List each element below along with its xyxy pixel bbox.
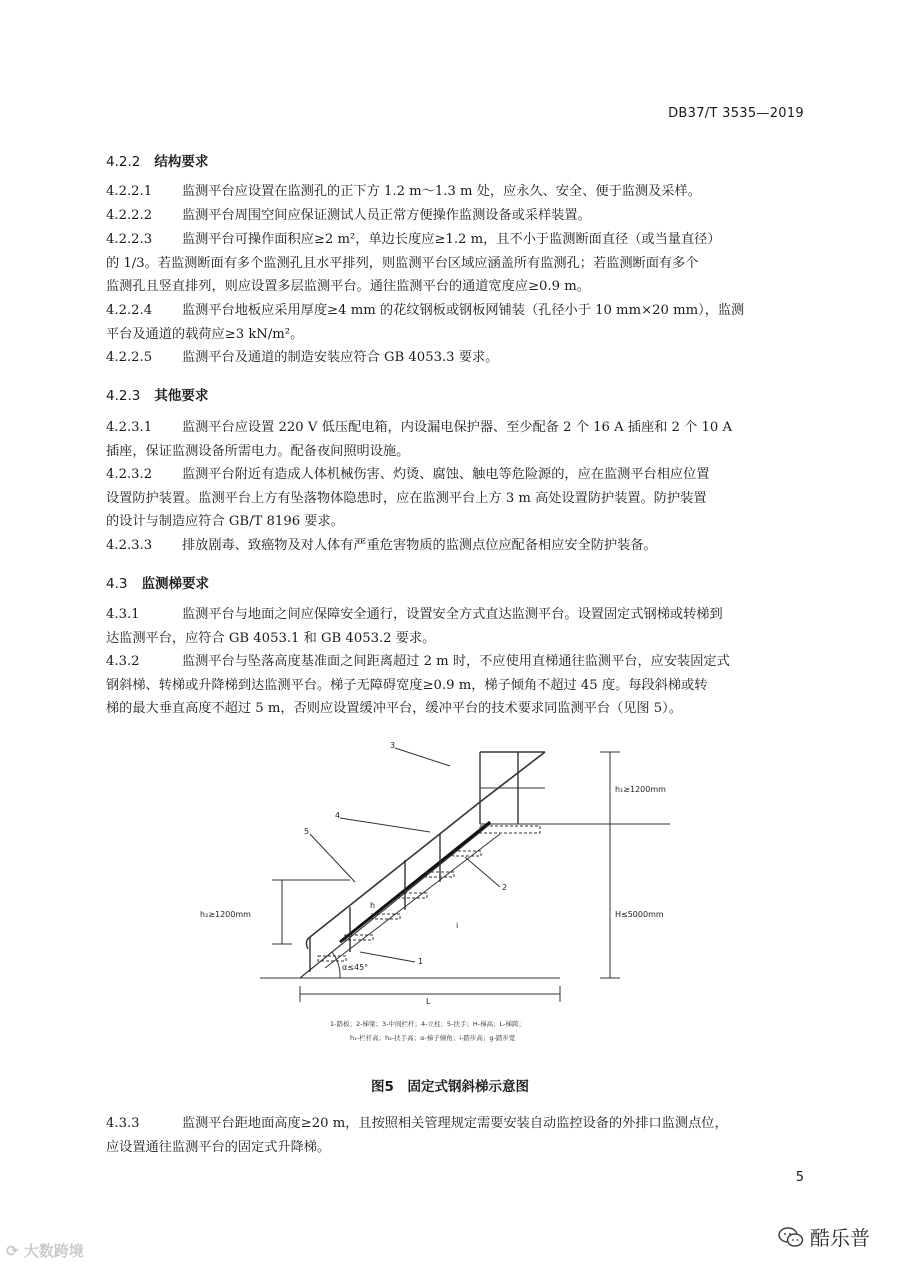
section-heading-4-3 [106,572,209,592]
clause-number: 4.2.2.3 [106,232,153,247]
clause-number: 4.2.3.2 [106,467,153,482]
label-1: 1 [418,957,424,966]
section-heading-4-2-3 [106,384,208,404]
label-i: i [456,921,459,930]
section-title: 结构要求 [154,154,209,170]
section-title: 监测梯要求 [141,576,209,592]
clause-number: 4.2.3.3 [106,538,153,553]
watermark-right-text: 酷乐普 [810,1226,870,1250]
clause-text-line: 钢斜梯、转梯或升降梯到达监测平台。梯子无障碍宽度≥0.9 m，梯子倾角不超过 45 度。每段斜梯或转 [106,677,708,693]
watermark-right [778,1222,870,1251]
clause-text: 监测平台可操作面积应≥2 m²，单边长度应≥1.2 m，且不小于监测断面直径（或当量直径） [182,232,721,247]
clause-number: 4.2.2.2 [106,208,153,223]
clause-text: 排放剧毒、致癌物及对人体有严重危害物质的监测点位应配备相应安全防护装备。 [182,538,657,553]
middle-rail [340,822,490,942]
label-L: L [426,997,431,1006]
clause-text-line: 监测孔且竖直排列，则应设置多层监测平台。通往监测平台的通道宽度应≥0.9 m。 [106,279,590,294]
clause-text-line: 设置防护装置。监测平台上方有坠落物体隐患时，应在监测平台上方 3 m 高处设置防护装置。防护装置 [106,490,707,506]
label-angle: α≤45° [342,963,369,972]
paragraph-4-2-3-2 [106,463,812,534]
clause-text: 监测平台应设置在监测孔的正下方 1.2 m～1.3 m 处，应永久、安全、便于监测及采样。 [182,184,701,199]
stair-diagram-svg [200,742,700,1052]
section-number: 4.2.3 [106,388,141,404]
label-2: 2 [502,883,508,892]
clause-text: 监测平台距地面高度≥20 m，且按照相关管理规定需要安装自动监控设备的外排口监测点位， [182,1116,728,1131]
platform-grating [480,826,540,833]
section-heading-4-2-2 [106,150,208,170]
label-4: 4 [335,811,341,820]
paragraph-4-3-1 [106,603,812,650]
paragraph-4-3-2 [106,650,812,721]
legend-line-1: 1-踏板；2-梯梁；3-中间栏杆；4-立柱；5-扶手；H-梯高；L-梯跨； [330,1020,525,1028]
standard-code: DB37/T 3535—2019 [668,106,804,121]
clause-text-line: 的 1/3。若监测断面有多个监测孔且水平排列，则监测平台区域应涵盖所有监测孔；若监测断面有多个 [106,255,699,271]
clause-text: 监测平台与坠落高度基准面之间距离超过 2 m 时，不应使用直梯通往监测平台，应安装固定式 [182,654,730,669]
clause-text: 监测平台地板应采用厚度≥4 mm 的花纹钢板或钢板网铺装（孔径小于 10 mm×20 mm），监测 [182,303,745,318]
label-h: h [370,901,376,910]
paragraph-4-2-3-3 [106,534,812,558]
watermark-left-text: 大数跨境 [23,1242,84,1260]
wechat-icon [778,1226,804,1248]
handrail [310,752,545,937]
section-number: 4.3 [106,576,128,592]
paragraph-4-2-2-2 [106,204,812,228]
page-number: 5 [795,1170,804,1185]
paragraph-4-2-2-4 [106,299,812,346]
clause-text-line: 平台及通道的载荷应≥3 kN/m²。 [106,326,304,342]
clause-text-line: 梯的最大垂直高度不超过 5 m，否则应设置缓冲平台，缓冲平台的技术要求同监测平台（见图 5）。 [106,701,682,716]
clause-text: 监测平台附近有造成人体机械伤害、灼烫、腐蚀、触电等危险源的，应在监测平台相应位置 [182,467,710,482]
clause-number: 4.3.2 [106,654,140,669]
stringer-upper [325,834,500,968]
clause-number: 4.2.3.1 [106,420,153,435]
paragraph-4-2-2-3 [106,228,812,299]
clause-number: 4.3.1 [106,607,140,622]
clause-text-line: 应设置通往监测平台的固定式升降梯。 [106,1139,331,1155]
label-5: 5 [304,827,310,836]
paragraph-4-2-2-1 [106,180,812,204]
label-3: 3 [390,742,396,750]
legend-line-2: h₁-栏杆高；h₂-扶手高；α-梯子倾角；i-踏步高；g-踏步宽 [350,1034,516,1042]
stringer-lower [300,824,490,978]
label-h2: h₂≥1200mm [200,910,251,919]
watermark-logo-icon: ⟳ [6,1242,24,1260]
clause-text-line: 的设计与制造应符合 GB/T 8196 要求。 [106,514,344,529]
clause-text: 监测平台应设置 220 V 低压配电箱，内设漏电保护器、至少配备 2 个 16 A 插座和 2 个 10 A [182,420,733,435]
paragraph-4-3-3 [106,1112,812,1159]
clause-text-line: 达监测平台，应符合 GB 4053.1 和 GB 4053.2 要求。 [106,630,436,646]
clause-text: 监测平台周围空间应保证测试人员正常方便操作监测设备或采样装置。 [182,208,591,223]
figure-5-stair-diagram [200,742,700,1052]
section-title: 其他要求 [154,388,209,404]
diagram-labels [200,742,666,1042]
paragraph-4-2-3-1 [106,416,812,463]
label-h1: h₁≥1200mm [615,785,666,794]
clause-text: 监测平台与地面之间应保障安全通行，设置安全方式直达监测平台。设置固定式钢梯或转梯到 [182,607,723,622]
clause-number: 4.3.3 [106,1116,140,1131]
clause-number: 4.2.2.1 [106,184,153,199]
clause-text-line: 插座，保证监测设备所需电力。配备夜间照明设施。 [106,443,410,459]
label-H: H≤5000mm [615,910,664,919]
watermark-left [6,1240,84,1261]
section-number: 4.2.2 [106,154,141,170]
clause-text: 监测平台及通道的制造安装应符合 GB 4053.3 要求。 [182,350,499,365]
figure-caption: 图5 固定式钢斜梯示意图 [371,1079,529,1095]
clause-number: 4.2.2.5 [106,350,153,365]
clause-number: 4.2.2.4 [106,303,153,318]
paragraph-4-2-2-5 [106,346,812,370]
